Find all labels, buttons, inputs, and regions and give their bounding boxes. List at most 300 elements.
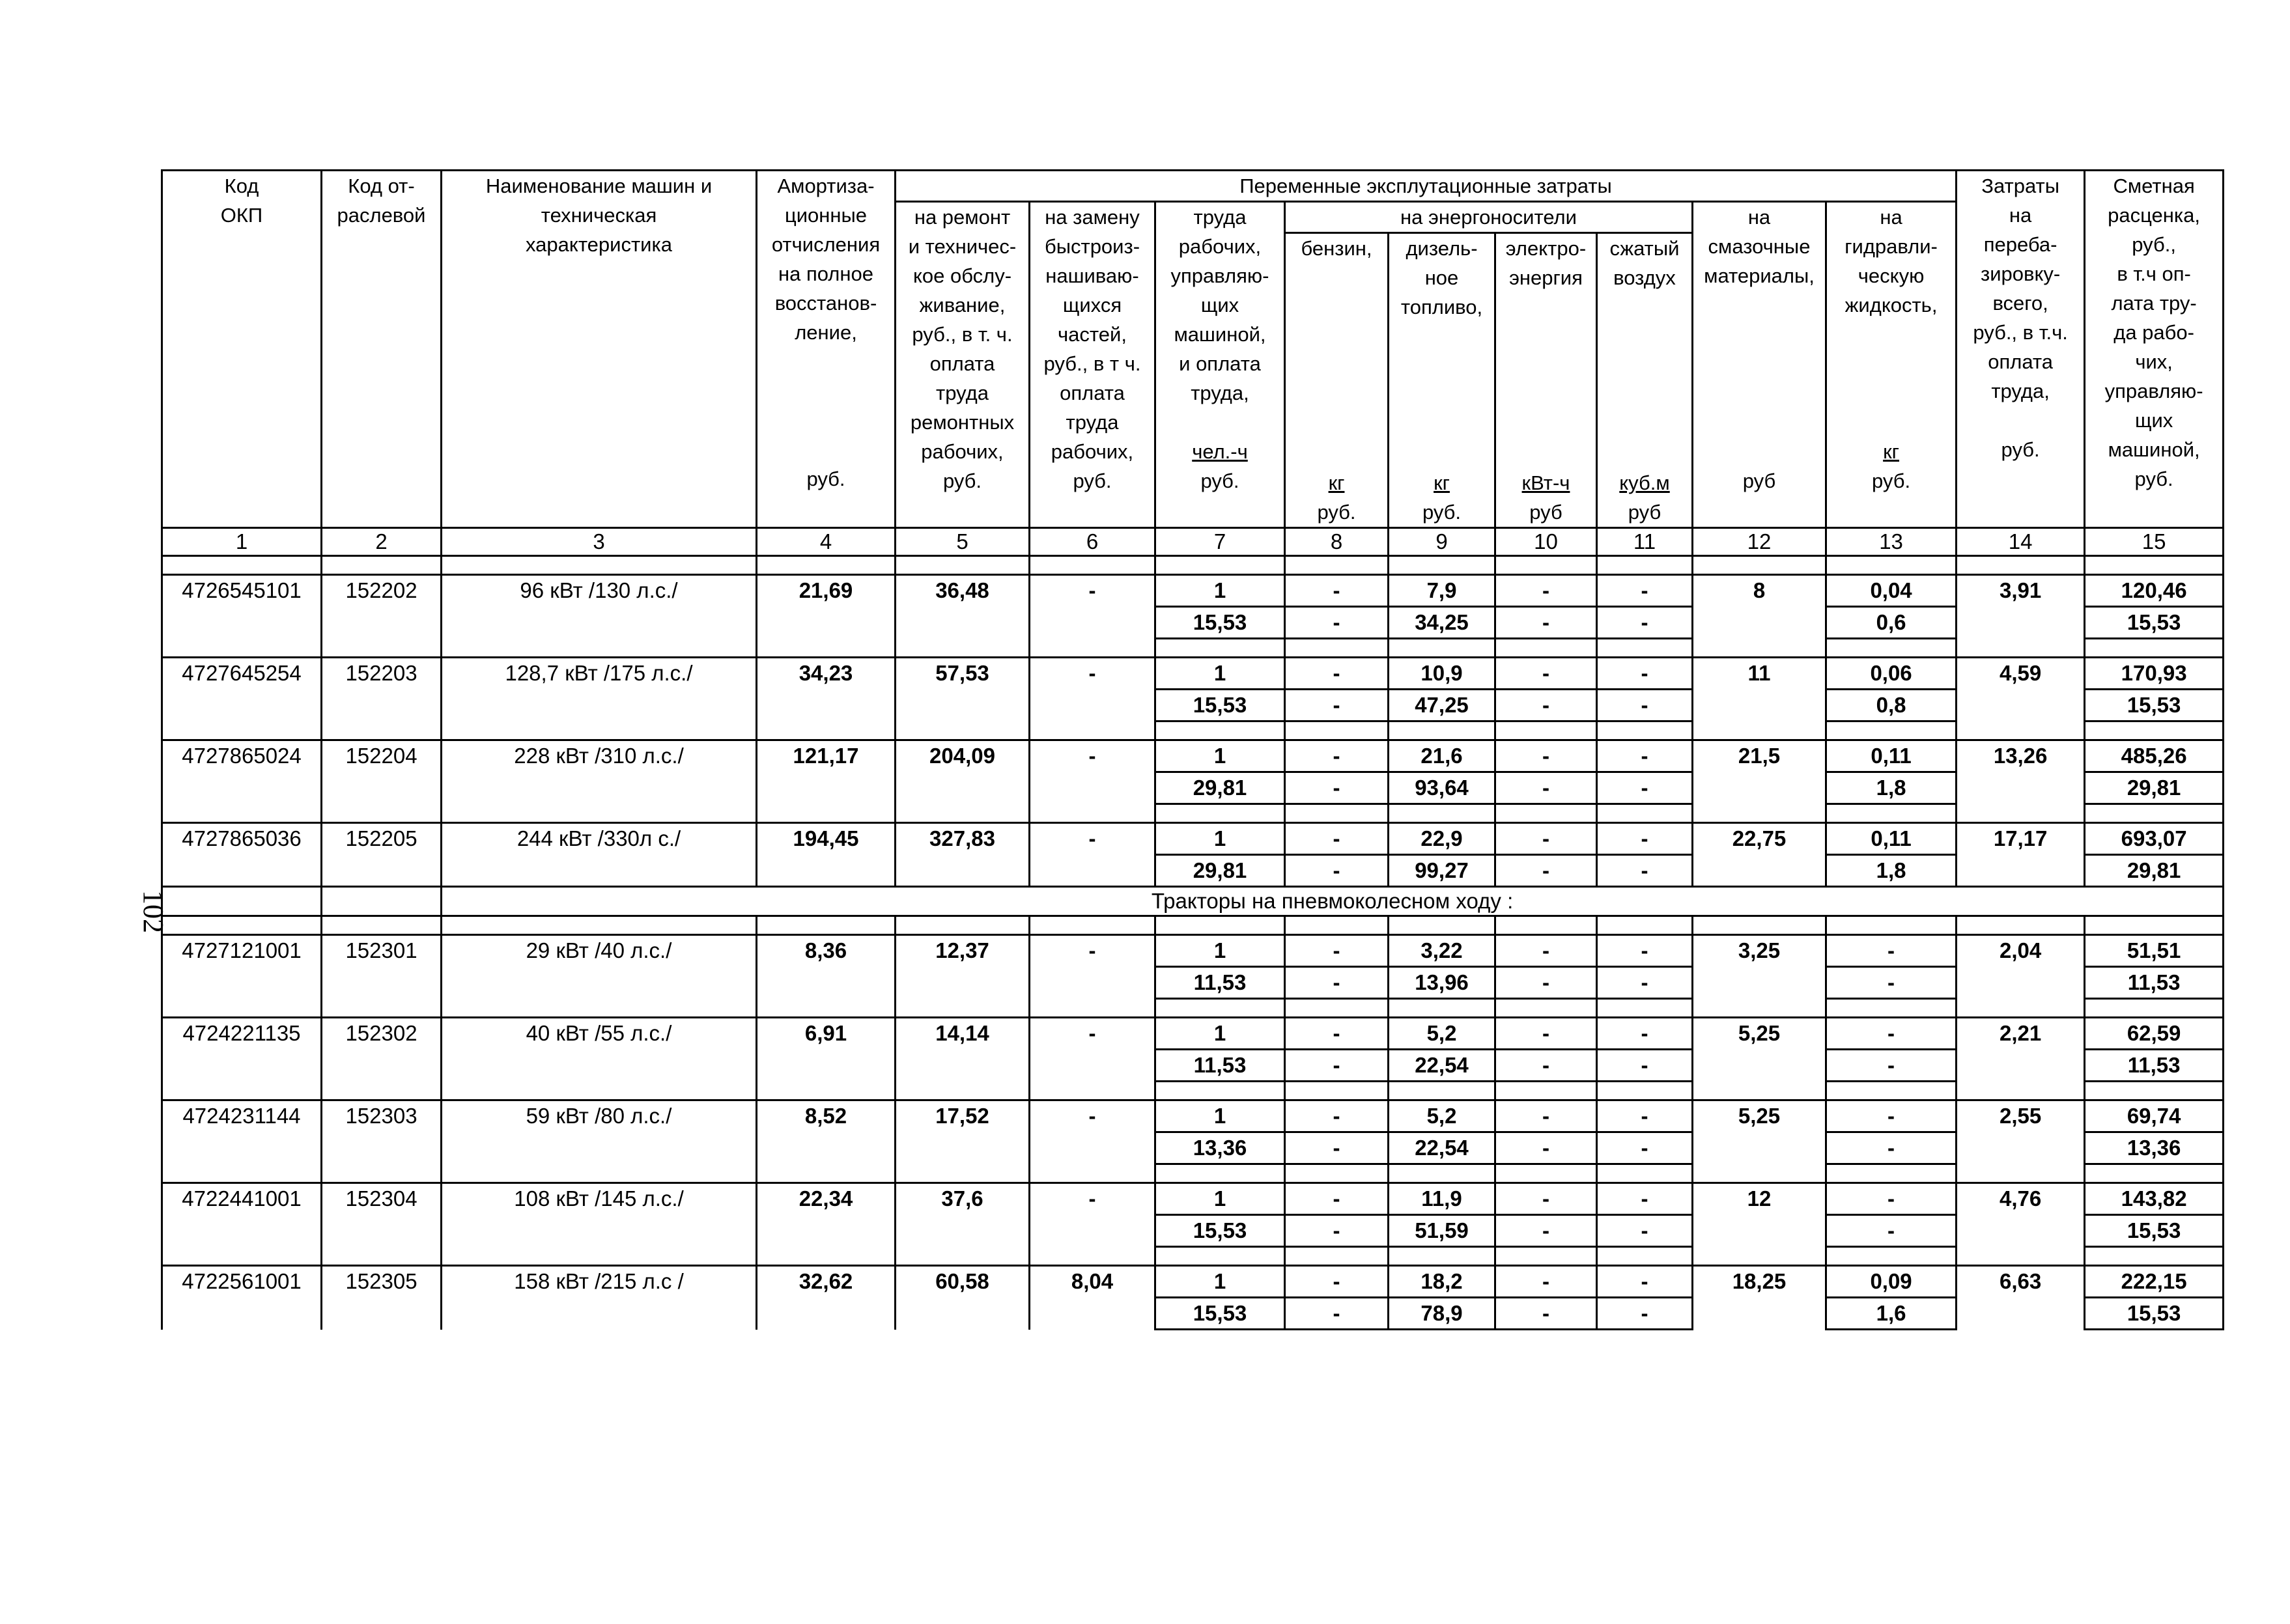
spacer-cell <box>1030 1247 1155 1266</box>
header-text-line: дизель- <box>1406 237 1478 260</box>
electricity-kwh: - <box>1495 935 1597 967</box>
header-unit: руб. <box>1200 469 1239 492</box>
header-relocation-costs <box>1957 171 2085 528</box>
diesel-kg: 10,9 <box>1389 658 1495 690</box>
spacer-cell <box>1693 1247 1826 1266</box>
spacer-cell <box>1495 1164 1597 1183</box>
parts-value: - <box>1030 1100 1155 1164</box>
lubricants-value: 12 <box>1693 1183 1826 1247</box>
header-unit: руб. <box>806 468 845 490</box>
header-unit: кг <box>1328 471 1345 494</box>
okp-code: 4724231144 <box>162 1100 322 1164</box>
machine-name: 29 кВт /40 л.с./ <box>442 935 757 999</box>
spacer-cell <box>1030 1082 1155 1100</box>
spacer-cell <box>757 916 896 935</box>
header-text-line: отчисления <box>771 233 881 256</box>
air-m3: - <box>1597 935 1693 967</box>
header-text-line: бензин, <box>1301 237 1372 260</box>
spacer-cell <box>1155 639 1285 658</box>
spacer-cell <box>1030 1164 1155 1183</box>
section-title <box>442 887 2224 916</box>
header-text-line: на ремонт <box>914 206 1011 229</box>
air-m3: - <box>1597 740 1693 772</box>
spacer-cell <box>322 639 442 658</box>
relocation-value: 13,26 <box>1957 740 2085 804</box>
header-text-line: чих, <box>2135 350 2173 373</box>
column-number: 1 <box>162 528 322 556</box>
amortization-value: 32,62 <box>757 1266 896 1330</box>
spacer-cell <box>1389 1082 1495 1100</box>
spacer-cell <box>1957 1164 2085 1183</box>
spacer-cell <box>1826 1247 1957 1266</box>
table-row <box>162 1100 2224 1132</box>
header-text-line: ционные <box>784 204 868 227</box>
header-text-line: на полное <box>778 262 873 285</box>
air-m3: - <box>1597 658 1693 690</box>
electricity-kwh: - <box>1495 1266 1597 1298</box>
relocation-value: 2,55 <box>1957 1100 2085 1164</box>
electricity-kwh: - <box>1495 575 1597 607</box>
electricity-rub: - <box>1495 690 1597 721</box>
header-text-line: труда, <box>1191 382 1249 404</box>
spacer-cell <box>1826 916 1957 935</box>
spacer-cell <box>1389 804 1495 823</box>
industry-code: 152305 <box>322 1266 442 1330</box>
spacer-cell <box>442 1082 757 1100</box>
header-text-line: оплата <box>1988 350 2053 373</box>
labor-rub: 29,81 <box>1155 855 1285 887</box>
labor-hours: 1 <box>1155 823 1285 855</box>
diesel-rub: 99,27 <box>1389 855 1495 887</box>
row-spacer <box>162 916 2224 935</box>
diesel-kg: 5,2 <box>1389 1018 1495 1050</box>
relocation-value: 3,91 <box>1957 575 2085 639</box>
header-text-line: труда <box>936 382 989 404</box>
header-text-line: ление, <box>795 321 857 344</box>
spacer-cell <box>322 916 442 935</box>
relocation-value: 4,76 <box>1957 1183 2085 1247</box>
petrol-kg: - <box>1285 1183 1389 1215</box>
okp-code: 4724221135 <box>162 1018 322 1082</box>
parts-value: - <box>1030 740 1155 804</box>
petrol-kg: - <box>1285 1100 1389 1132</box>
diesel-kg: 21,6 <box>1389 740 1495 772</box>
amortization-value: 8,52 <box>757 1100 896 1164</box>
hydraulic-kg: 0,11 <box>1826 740 1957 772</box>
row-spacer <box>162 721 2224 740</box>
spacer-cell <box>442 1164 757 1183</box>
header-text-line: щихся <box>1062 294 1122 316</box>
electricity-kwh: - <box>1495 1183 1597 1215</box>
spacer-cell <box>1597 1247 1693 1266</box>
hydraulic-rub: - <box>1826 967 1957 999</box>
spacer-cell <box>1957 999 2085 1018</box>
hydraulic-kg: - <box>1826 935 1957 967</box>
spacer-cell <box>757 721 896 740</box>
spacer-cell <box>442 999 757 1018</box>
machine-name: 158 кВт /215 л.с / <box>442 1266 757 1330</box>
spacer-cell <box>1597 1082 1693 1100</box>
header-text-line: руб., в т ч. <box>1043 352 1141 375</box>
header-text-line: быстроиз- <box>1044 235 1140 258</box>
header-text-line: Код от- <box>348 175 415 197</box>
air-rub: - <box>1597 690 1693 721</box>
header-parts <box>1030 202 1155 528</box>
column-number: 5 <box>896 528 1030 556</box>
spacer-cell <box>322 721 442 740</box>
amortization-value: 121,17 <box>757 740 896 804</box>
spacer-cell <box>757 639 896 658</box>
industry-code: 152304 <box>322 1183 442 1247</box>
spacer-cell <box>1957 639 2085 658</box>
header-text-line: оплата <box>1060 382 1125 404</box>
header-text-line: материалы, <box>1704 264 1815 287</box>
spacer-cell <box>162 1082 322 1100</box>
spacer-cell <box>1693 1164 1826 1183</box>
row-spacer <box>162 556 2224 575</box>
spacer-cell <box>1030 916 1155 935</box>
diesel-kg: 7,9 <box>1389 575 1495 607</box>
electricity-kwh: - <box>1495 1100 1597 1132</box>
lubricants-value: 8 <box>1693 575 1826 639</box>
spacer-cell <box>1957 916 2085 935</box>
header-text-line: да рабо- <box>2113 321 2194 344</box>
spacer-cell <box>757 999 896 1018</box>
spacer-cell <box>1285 804 1389 823</box>
spacer-cell <box>896 639 1030 658</box>
header-text-line: Наименование машин и <box>485 175 713 197</box>
electricity-kwh: - <box>1495 740 1597 772</box>
machine-name: 228 кВт /310 л.с./ <box>442 740 757 804</box>
spacer-cell <box>2085 804 2224 823</box>
header-text-line: на замену <box>1045 206 1140 229</box>
amortization-value: 22,34 <box>757 1183 896 1247</box>
header-machine-name <box>442 171 757 528</box>
section-row <box>162 887 2224 916</box>
spacer-cell <box>757 1164 896 1183</box>
electricity-rub: - <box>1495 1050 1597 1082</box>
hydraulic-rub: 1,6 <box>1826 1298 1957 1330</box>
header-text-line: Сметная <box>2113 175 2195 197</box>
header-text-line: расценка, <box>2108 204 2201 227</box>
spacer-cell <box>1495 804 1597 823</box>
petrol-rub: - <box>1285 967 1389 999</box>
table-row <box>162 740 2224 772</box>
header-text-line: частей, <box>1058 323 1127 346</box>
amortization-value: 6,91 <box>757 1018 896 1082</box>
header-text-line: ное <box>1424 266 1459 289</box>
spacer-cell <box>2085 999 2224 1018</box>
header-electricity <box>1495 233 1597 528</box>
spacer-cell <box>1285 1082 1389 1100</box>
spacer-cell <box>442 1247 757 1266</box>
section-title-text: Тракторы на пневмоколесном ходу : <box>1151 889 1514 913</box>
electricity-rub: - <box>1495 1132 1597 1164</box>
air-rub: - <box>1597 1298 1693 1330</box>
okp-code: 4722561001 <box>162 1266 322 1330</box>
okp-code: 4727865036 <box>162 823 322 887</box>
spacer-cell <box>1389 1164 1495 1183</box>
table-row <box>162 658 2224 690</box>
header-unit: руб. <box>1872 469 1911 492</box>
table-row <box>162 1018 2224 1050</box>
petrol-rub: - <box>1285 772 1389 804</box>
header-text-line: руб., в т.ч. <box>1973 321 2068 344</box>
spacer-cell <box>1389 721 1495 740</box>
lubricants-value: 11 <box>1693 658 1826 721</box>
header-unit: руб <box>1628 501 1661 524</box>
spacer-cell <box>1030 804 1155 823</box>
amortization-value: 34,23 <box>757 658 896 721</box>
spacer-cell <box>1030 999 1155 1018</box>
amortization-value: 21,69 <box>757 575 896 639</box>
spacer-cell <box>442 804 757 823</box>
relocation-value: 6,63 <box>1957 1266 2085 1330</box>
spacer-cell <box>1495 1082 1597 1100</box>
header-text-line: машиной, <box>2108 438 2200 461</box>
relocation-value: 2,04 <box>1957 935 2085 999</box>
electricity-rub: - <box>1495 1215 1597 1247</box>
industry-code: 152202 <box>322 575 442 639</box>
petrol-kg: - <box>1285 740 1389 772</box>
header-text-line: Код <box>224 175 259 197</box>
parts-value: - <box>1030 1183 1155 1247</box>
spacer-cell <box>442 556 757 575</box>
header-text-line: на <box>1747 206 1771 229</box>
labor-hours: 1 <box>1155 1100 1285 1132</box>
header-text-line: воздух <box>1613 266 1676 289</box>
labor-hours: 1 <box>1155 1183 1285 1215</box>
spacer-cell <box>162 804 322 823</box>
spacer-cell <box>322 999 442 1018</box>
header-text-line: щих <box>1200 294 1239 316</box>
spacer-cell <box>896 721 1030 740</box>
spacer-cell <box>1155 556 1285 575</box>
electricity-rub: - <box>1495 1298 1597 1330</box>
header-text-line: рабочих, <box>1178 235 1262 258</box>
header-repair <box>896 202 1030 528</box>
spacer-cell <box>1826 721 1957 740</box>
estimated-price-labor: 29,81 <box>2085 772 2224 804</box>
column-number: 12 <box>1693 528 1826 556</box>
spacer-cell <box>1597 721 1693 740</box>
header-text-line: всего, <box>1992 292 2048 315</box>
header-energy: на энергоносители <box>1285 202 1693 233</box>
industry-code: 152301 <box>322 935 442 999</box>
spacer-cell <box>896 999 1030 1018</box>
machine-name: 128,7 кВт /175 л.с./ <box>442 658 757 721</box>
spacer-cell <box>1030 556 1155 575</box>
spacer-cell <box>442 721 757 740</box>
electricity-rub: - <box>1495 855 1597 887</box>
spacer-cell <box>1826 999 1957 1018</box>
spacer-cell <box>322 1247 442 1266</box>
estimated-price: 69,74 <box>2085 1100 2224 1132</box>
column-number: 4 <box>757 528 896 556</box>
air-rub: - <box>1597 855 1693 887</box>
header-amortization <box>757 171 896 528</box>
air-m3: - <box>1597 1183 1693 1215</box>
relocation-value: 4,59 <box>1957 658 2085 721</box>
electricity-rub: - <box>1495 967 1597 999</box>
parts-value: - <box>1030 823 1155 887</box>
parts-value: - <box>1030 575 1155 639</box>
row-spacer <box>162 1247 2224 1266</box>
header-text-line: машиной, <box>1174 323 1266 346</box>
petrol-rub: - <box>1285 1132 1389 1164</box>
header-text-line: и оплата <box>1179 352 1261 375</box>
header-unit: куб.м <box>1619 471 1670 494</box>
air-m3: - <box>1597 575 1693 607</box>
petrol-rub: - <box>1285 607 1389 639</box>
header-unit: руб <box>1742 469 1776 492</box>
air-m3: - <box>1597 823 1693 855</box>
header-text-line: руб., <box>2132 233 2176 256</box>
spacer-cell <box>1693 916 1826 935</box>
diesel-rub: 78,9 <box>1389 1298 1495 1330</box>
header-text-line: в т.ч оп- <box>2117 262 2191 285</box>
header-text-line: на <box>1880 206 1902 229</box>
header-petrol <box>1285 233 1389 528</box>
relocation-value: 17,17 <box>1957 823 2085 887</box>
row-spacer <box>162 999 2224 1018</box>
spacer-cell <box>1693 639 1826 658</box>
spacer-cell <box>1693 804 1826 823</box>
header-diesel <box>1389 233 1495 528</box>
header-unit: чел.-ч <box>1192 440 1248 463</box>
header-text-line: энергия <box>1509 266 1583 289</box>
spacer-cell <box>1495 916 1597 935</box>
header-row-1 <box>162 171 2224 202</box>
spacer-cell <box>1957 1247 2085 1266</box>
hydraulic-rub: 0,8 <box>1826 690 1957 721</box>
hydraulic-rub: 1,8 <box>1826 772 1957 804</box>
header-unit: кг <box>1883 440 1899 463</box>
table-row <box>162 1183 2224 1215</box>
spacer-cell <box>322 1164 442 1183</box>
header-text-line: переба- <box>1983 233 2057 256</box>
column-number: 10 <box>1495 528 1597 556</box>
electricity-kwh: - <box>1495 1018 1597 1050</box>
diesel-rub: 47,25 <box>1389 690 1495 721</box>
spacer-cell <box>442 639 757 658</box>
header-text-line: рабочих, <box>921 440 1004 463</box>
hydraulic-kg: 0,09 <box>1826 1266 1957 1298</box>
industry-code: 152302 <box>322 1018 442 1082</box>
estimated-price-labor: 15,53 <box>2085 1298 2224 1330</box>
diesel-kg: 22,9 <box>1389 823 1495 855</box>
header-text-line: управляю- <box>2104 380 2203 402</box>
header-text-line: и техничес- <box>908 235 1017 258</box>
header-text-line: топливо, <box>1400 296 1483 318</box>
column-number: 13 <box>1826 528 1957 556</box>
spacer-cell <box>1597 556 1693 575</box>
machine-name: 108 кВт /145 л.с./ <box>442 1183 757 1247</box>
spacer-cell <box>1285 999 1389 1018</box>
table-row <box>162 823 2224 855</box>
spacer-cell <box>2085 1082 2224 1100</box>
column-number: 15 <box>2085 528 2224 556</box>
header-text-line: труда <box>1066 411 1119 434</box>
header-compressed-air <box>1597 233 1693 528</box>
air-m3: - <box>1597 1018 1693 1050</box>
spacer-cell <box>1495 999 1597 1018</box>
hydraulic-rub: - <box>1826 1215 1957 1247</box>
header-unit: руб. <box>2134 468 2173 490</box>
spacer-cell <box>2085 1164 2224 1183</box>
parts-value: - <box>1030 1018 1155 1082</box>
machine-name: 59 кВт /80 л.с./ <box>442 1100 757 1164</box>
spacer-cell <box>896 1164 1030 1183</box>
labor-rub: 11,53 <box>1155 967 1285 999</box>
electricity-rub: - <box>1495 607 1597 639</box>
spacer-cell <box>1693 721 1826 740</box>
spacer-cell <box>1495 721 1597 740</box>
amortization-value: 8,36 <box>757 935 896 999</box>
header-lubricants <box>1693 202 1826 528</box>
petrol-kg: - <box>1285 1266 1389 1298</box>
header-estimated-price <box>2085 171 2224 528</box>
estimated-price: 485,26 <box>2085 740 2224 772</box>
petrol-rub: - <box>1285 1215 1389 1247</box>
lubricants-value: 5,25 <box>1693 1100 1826 1164</box>
header-text-line: живание, <box>919 294 1006 316</box>
estimated-price-labor: 11,53 <box>2085 1050 2224 1082</box>
header-text-line: кое обслу- <box>912 264 1012 287</box>
estimated-price: 51,51 <box>2085 935 2224 967</box>
spacer-cell <box>757 804 896 823</box>
machine-name: 244 кВт /330л с./ <box>442 823 757 887</box>
labor-hours: 1 <box>1155 1266 1285 1298</box>
industry-code: 152203 <box>322 658 442 721</box>
estimated-price: 62,59 <box>2085 1018 2224 1050</box>
estimated-price-labor: 15,53 <box>2085 690 2224 721</box>
parts-value: 8,04 <box>1030 1266 1155 1330</box>
header-variable-costs: Переменные эксплутационные затраты <box>896 171 1957 202</box>
okp-code: 4727645254 <box>162 658 322 721</box>
parts-value: - <box>1030 935 1155 999</box>
table-body <box>162 171 2224 1330</box>
header-text-line: рабочих, <box>1051 440 1134 463</box>
estimated-price: 143,82 <box>2085 1183 2224 1215</box>
spacer-cell <box>896 1247 1030 1266</box>
table-row <box>162 575 2224 607</box>
spacer-cell <box>322 804 442 823</box>
petrol-kg: - <box>1285 935 1389 967</box>
header-text-line: Затраты <box>1981 175 2059 197</box>
repair-value: 57,53 <box>896 658 1030 721</box>
labor-hours: 1 <box>1155 658 1285 690</box>
spacer-cell <box>757 1082 896 1100</box>
spacer-cell <box>1826 556 1957 575</box>
table-row <box>162 1266 2224 1298</box>
labor-hours: 1 <box>1155 935 1285 967</box>
machine-name: 96 кВт /130 л.с./ <box>442 575 757 639</box>
spacer-cell <box>1155 804 1285 823</box>
air-rub: - <box>1597 1215 1693 1247</box>
repair-value: 37,6 <box>896 1183 1030 1247</box>
header-text-line: жидкость, <box>1845 294 1938 316</box>
repair-value: 327,83 <box>896 823 1030 887</box>
electricity-kwh: - <box>1495 823 1597 855</box>
header-text-line: раслевой <box>337 204 426 227</box>
header-industry-code <box>322 171 442 528</box>
spacer-cell <box>1389 999 1495 1018</box>
spacer-cell <box>1389 556 1495 575</box>
header-text-line: сжатый <box>1609 237 1680 260</box>
spacer-cell <box>1957 804 2085 823</box>
column-number: 14 <box>1957 528 2085 556</box>
